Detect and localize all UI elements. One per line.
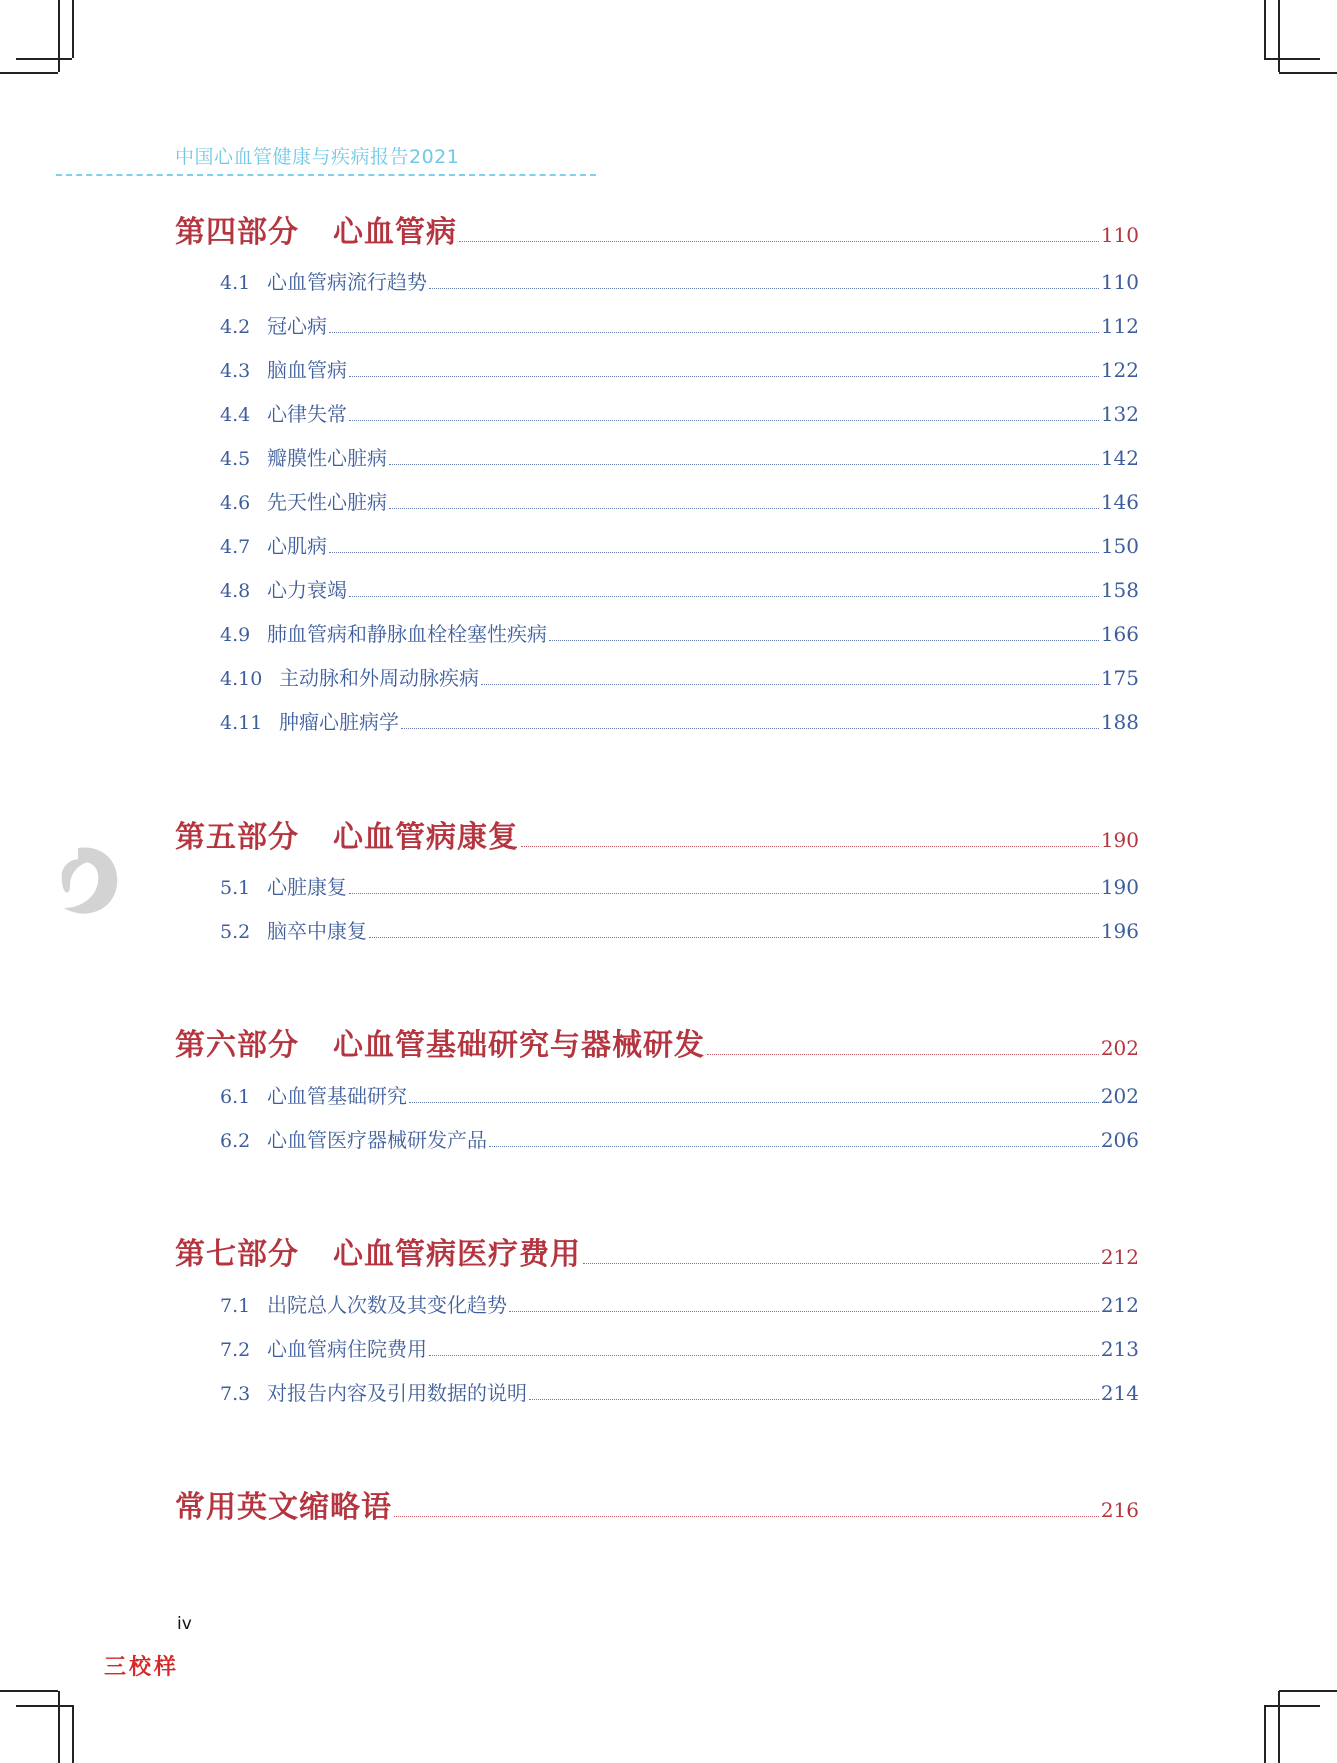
part-label: 第四部分	[175, 215, 299, 250]
entry-number: 5.2	[220, 921, 251, 943]
header-dashed-rule	[56, 174, 596, 176]
toc-part-7[interactable]	[175, 1229, 1139, 1273]
entry-title: 心血管病流行趋势	[267, 270, 427, 294]
entry-number: 6.2	[220, 1130, 251, 1152]
folio-page-number: iv	[177, 1614, 192, 1634]
dot-leader	[459, 228, 1099, 242]
page-number: 166	[1100, 622, 1139, 646]
entry-title: 瓣膜性心脏病	[267, 446, 387, 470]
toc-part-5[interactable]	[175, 812, 1139, 856]
page-number: 110	[1100, 223, 1139, 247]
page-number: 132	[1100, 402, 1139, 426]
toc-entry[interactable]	[220, 574, 1139, 603]
toc-entry[interactable]	[220, 442, 1139, 471]
page-number: 142	[1100, 446, 1139, 470]
entry-title: 肺血管病和静脉血栓栓塞性疾病	[267, 622, 547, 646]
toc-entry[interactable]	[220, 1333, 1139, 1362]
entry-title: 对报告内容及引用数据的说明	[267, 1381, 527, 1405]
part-label: 第六部分	[175, 1028, 299, 1063]
toc-entry[interactable]	[220, 486, 1139, 515]
proof-stamp: 三校样	[104, 1654, 180, 1680]
publisher-logo-icon	[56, 842, 120, 918]
entry-number: 4.9	[220, 624, 251, 646]
part-label: 第七部分	[175, 1237, 299, 1272]
entry-number: 4.8	[220, 580, 251, 602]
entry-number: 5.1	[220, 877, 251, 899]
dot-leader	[707, 1041, 1099, 1055]
page-number: 190	[1100, 828, 1139, 852]
entry-title: 心脏康复	[267, 875, 347, 899]
dot-leader	[349, 880, 1099, 894]
dot-leader	[349, 407, 1099, 421]
entry-title: 脑卒中康复	[267, 919, 367, 943]
page-number: 213	[1100, 1337, 1139, 1361]
part-title: 心血管基础研究与器械研发	[333, 1028, 705, 1063]
entry-title: 冠心病	[267, 314, 327, 338]
toc-entry[interactable]	[220, 1124, 1139, 1153]
entry-number: 4.6	[220, 492, 251, 514]
dot-leader	[521, 833, 1099, 847]
toc-entry[interactable]	[220, 398, 1139, 427]
page-number: 212	[1100, 1293, 1139, 1317]
toc-entry[interactable]	[220, 618, 1139, 647]
dot-leader	[329, 539, 1099, 553]
part-title: 常用英文缩略语	[175, 1490, 392, 1525]
part-title: 心血管病医疗费用	[333, 1237, 581, 1272]
part-title: 心血管病	[333, 215, 457, 250]
entry-title: 心律失常	[267, 402, 347, 426]
page-number: 158	[1100, 578, 1139, 602]
entry-title: 肿瘤心脏病学	[279, 710, 399, 734]
toc-entry[interactable]	[220, 266, 1139, 295]
toc-entry[interactable]	[220, 662, 1139, 691]
entry-number: 7.1	[220, 1295, 251, 1317]
page-number: 212	[1100, 1245, 1139, 1269]
entry-title: 脑血管病	[267, 358, 347, 382]
dot-leader	[583, 1250, 1099, 1264]
entry-title: 出院总人次数及其变化趋势	[267, 1293, 507, 1317]
page-number: 216	[1100, 1498, 1139, 1522]
entry-title: 心血管基础研究	[267, 1084, 407, 1108]
page-number: 206	[1100, 1128, 1139, 1152]
toc-abbreviations[interactable]	[175, 1482, 1139, 1526]
page-number: 112	[1100, 314, 1139, 338]
entry-number: 4.7	[220, 536, 251, 558]
toc-entry[interactable]	[220, 1080, 1139, 1109]
toc-entry[interactable]	[220, 310, 1139, 339]
running-header: 中国心血管健康与疾病报告2021	[175, 146, 460, 168]
dot-leader	[349, 363, 1099, 377]
page-number: 188	[1100, 710, 1139, 734]
page-number: 196	[1100, 919, 1139, 943]
entry-number: 4.10	[220, 668, 263, 690]
dot-leader	[481, 671, 1099, 685]
entry-number: 7.2	[220, 1339, 251, 1361]
dot-leader	[349, 583, 1099, 597]
page-number: 122	[1100, 358, 1139, 382]
dot-leader	[509, 1298, 1099, 1312]
toc-entry[interactable]	[220, 1377, 1139, 1406]
dot-leader	[389, 451, 1099, 465]
dot-leader	[489, 1133, 1099, 1147]
toc-entry[interactable]	[220, 871, 1139, 900]
toc-part-4[interactable]	[175, 207, 1139, 251]
page-number: 146	[1100, 490, 1139, 514]
dot-leader	[369, 924, 1099, 938]
entry-title: 心肌病	[267, 534, 327, 558]
page-number: 150	[1100, 534, 1139, 558]
toc-entry[interactable]	[220, 706, 1139, 735]
page-number: 190	[1100, 875, 1139, 899]
dot-leader	[549, 627, 1099, 641]
dot-leader	[529, 1386, 1099, 1400]
entry-title: 主动脉和外周动脉疾病	[279, 666, 479, 690]
dot-leader	[401, 715, 1099, 729]
entry-number: 7.3	[220, 1383, 251, 1405]
toc-entry[interactable]	[220, 1289, 1139, 1318]
entry-number: 4.4	[220, 404, 251, 426]
dot-leader	[394, 1503, 1099, 1517]
page-number: 110	[1100, 270, 1139, 294]
toc-part-6[interactable]	[175, 1020, 1139, 1064]
entry-number: 4.11	[220, 712, 263, 734]
dot-leader	[409, 1089, 1099, 1103]
entry-title: 心血管医疗器械研发产品	[267, 1128, 487, 1152]
page-number: 202	[1100, 1084, 1139, 1108]
entry-title: 心血管病住院费用	[267, 1337, 427, 1361]
toc-entry[interactable]	[220, 354, 1139, 383]
page-number: 202	[1100, 1036, 1139, 1060]
dot-leader	[429, 275, 1099, 289]
toc-entry[interactable]	[220, 915, 1139, 944]
page-number: 175	[1100, 666, 1139, 690]
entry-number: 6.1	[220, 1086, 251, 1108]
entry-number: 4.5	[220, 448, 251, 470]
entry-title: 心力衰竭	[267, 578, 347, 602]
dot-leader	[329, 319, 1099, 333]
entry-title: 先天性心脏病	[267, 490, 387, 514]
part-title: 心血管病康复	[333, 820, 519, 855]
part-label: 第五部分	[175, 820, 299, 855]
dot-leader	[389, 495, 1099, 509]
entry-number: 4.2	[220, 316, 251, 338]
toc-entry[interactable]	[220, 530, 1139, 559]
dot-leader	[429, 1342, 1099, 1356]
entry-number: 4.1	[220, 272, 251, 294]
entry-number: 4.3	[220, 360, 251, 382]
page-number: 214	[1100, 1381, 1139, 1405]
